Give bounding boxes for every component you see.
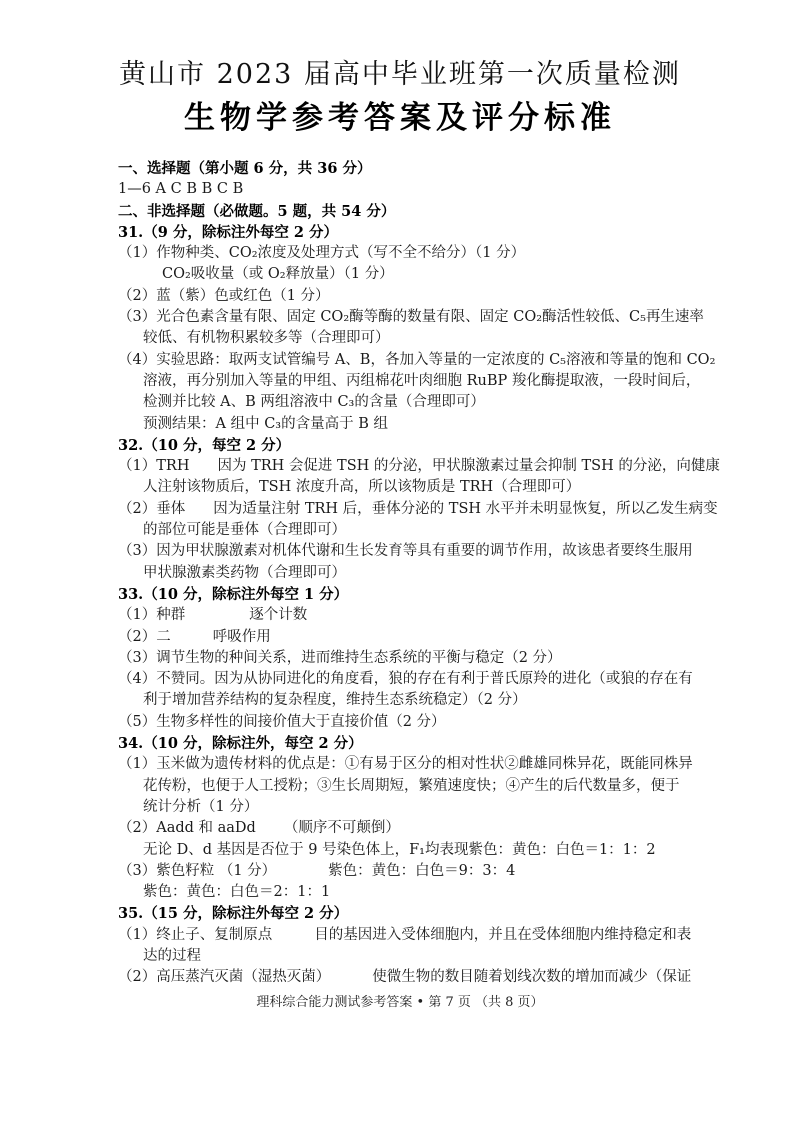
q33-2-b: 呼吸作用 xyxy=(212,628,271,645)
q34-heading: 34.（10 分，除标注外，每空 2 分） xyxy=(118,735,363,753)
q31-3-cont: 较低、有机物积累较多等（合理即可） xyxy=(143,330,390,347)
q32-1-text: 因为 TRH 会促进 TSH 的分泌，甲状腺激素过量会抑制 TSH 的分泌，向健康 xyxy=(217,458,720,475)
q33-heading: 33.（10 分，除标注外每空 1 分） xyxy=(118,585,349,603)
q32-1 xyxy=(118,456,720,477)
q31-4-cont2: 检测并比较 A、B 两组溶液中 C₃的含量（合理即可） xyxy=(143,394,485,411)
q32-1-cont: 人注射该物质后，TSH 浓度升高，所以该物质是 TRH（合理即可） xyxy=(143,479,581,496)
choice-answers: 1—6 A C B B C B xyxy=(118,181,244,198)
q32-2-cont: 的部位可能是垂体（合理即可） xyxy=(143,522,346,539)
page-footer: 理科综合能力测试参考答案 • 第 7 页 （共 8 页） xyxy=(256,995,544,1010)
q34-2-cont: 无论 D、d 基因是否位于 9 号染色体上，F₁均表现紫色：黄色：白色＝1：1：2 xyxy=(143,841,656,858)
q35-1-a: （1）终止子、复制原点 xyxy=(118,926,273,943)
page-subtitle: 生物学参考答案及评分标准 xyxy=(184,100,616,136)
q31-heading: 31.（9 分，除标注外每空 2 分） xyxy=(118,223,339,241)
q34-3-a: （3）紫色籽粒 （1 分） xyxy=(118,862,277,879)
q32-3: （3）因为甲状腺激素对机体代谢和生长发育等具有重要的调节作用，故该患者要终生服用 xyxy=(118,543,693,560)
q34-2-a: （2）Aadd 和 aaDd xyxy=(118,820,256,837)
answer-content xyxy=(118,158,720,989)
q32-2-text: 因为适量注射 TRH 后，垂体分泌的 TSH 水平并未明显恢复，所以乙发生病变 xyxy=(213,500,718,517)
page-title: 黄山市 2023 届高中毕业班第一次质量检测 xyxy=(119,59,681,90)
q33-2 xyxy=(118,627,698,648)
q33-4-cont: 利于增加营养结构的复杂程度，维持生态系统稳定）（2 分） xyxy=(143,692,527,709)
q33-1 xyxy=(118,605,698,626)
q32-heading: 32.（10 分，每空 2 分） xyxy=(118,436,291,454)
q33-5: （5）生物多样性的间接价值大于直接价值（2 分） xyxy=(118,713,446,730)
q31-3: （3）光合色素含量有限、固定 CO₂酶等酶的数量有限、固定 CO₂酶活性较低、C₅再生速率 xyxy=(118,309,704,326)
q35-2 xyxy=(118,967,698,988)
q32-2 xyxy=(118,499,718,520)
q34-3-b: 紫色：黄色：白色＝9：3：4 xyxy=(328,862,516,879)
q31-4: （4）实验思路：取两支试管编号 A、B，各加入等量的一定浓度的 C₅溶液和等量的饱和 CO₂ xyxy=(118,351,716,368)
q33-3: （3）调节生物的种间关系，进而维持生态系统的平衡与稳定（2 分） xyxy=(118,649,562,666)
q32-3-cont: 甲状腺激素类药物（合理即可） xyxy=(143,564,346,581)
q35-1-cont: 达的过程 xyxy=(143,947,201,964)
q34-2 xyxy=(118,818,698,839)
q34-1: （1）玉米做为遗传材料的优点是：①有易于区分的相对性状②雌雄同株异花，既能同株异 xyxy=(118,756,693,773)
q31-4-result: 预测结果：A 组中 C₃的含量高于 B 组 xyxy=(143,415,388,432)
q34-2-b: （顺序不可颠倒） xyxy=(283,820,400,837)
q33-1-b: 逐个计数 xyxy=(249,607,308,624)
q35-2-b: 使微生物的数目随着划线次数的增加而减少（保证 xyxy=(372,969,692,986)
q35-1-b: 目的基因进入受体细胞内，并且在受体细胞内维持稳定和表 xyxy=(314,926,692,943)
q32-2-label: （2）垂体 xyxy=(118,500,186,517)
q34-1-cont2: 统计分析（1 分） xyxy=(143,798,259,815)
section-heading-nonchoice: 二、非选择题（必做题。5 题，共 54 分） xyxy=(118,202,396,220)
q34-3 xyxy=(118,861,698,882)
q34-3-cont: 紫色：黄色：白色＝2：1：1 xyxy=(143,884,331,901)
q34-1-cont1: 花传粉，也便于人工授粉；③生长周期短，繁殖速度快；④产生的后代数量多，便于 xyxy=(143,777,680,794)
section-heading-choice: 一、选择题（第小题 6 分，共 36 分） xyxy=(118,160,372,177)
q31-2: （2）蓝（紫）色或红色（1 分） xyxy=(118,287,330,304)
q31-1: （1）作物种类、CO₂浓度及处理方式（写不全不给分）（1 分） xyxy=(118,245,526,262)
q33-2-a: （2）二 xyxy=(118,628,171,645)
q33-1-a: （1）种群 xyxy=(118,607,186,624)
q33-4: （4）不赞同。因为从协同进化的角度看，狼的存在有利于普氏原羚的进化（或狼的存在有 xyxy=(118,671,693,688)
q35-1 xyxy=(118,925,698,946)
q35-2-a: （2）高压蒸汽灭菌（湿热灭菌） xyxy=(118,969,331,986)
q35-heading: 35.（15 分，除标注外每空 2 分） xyxy=(118,905,349,923)
q31-4-cont1: 溶液，再分别加入等量的甲组、丙组棉花叶肉细胞 RuBP 羧化酶提取液，一段时间后， xyxy=(143,372,701,389)
q32-1-label: （1）TRH xyxy=(118,458,190,475)
q31-1-cont: CO₂吸收量（或 O₂释放量）（1 分） xyxy=(162,266,394,283)
